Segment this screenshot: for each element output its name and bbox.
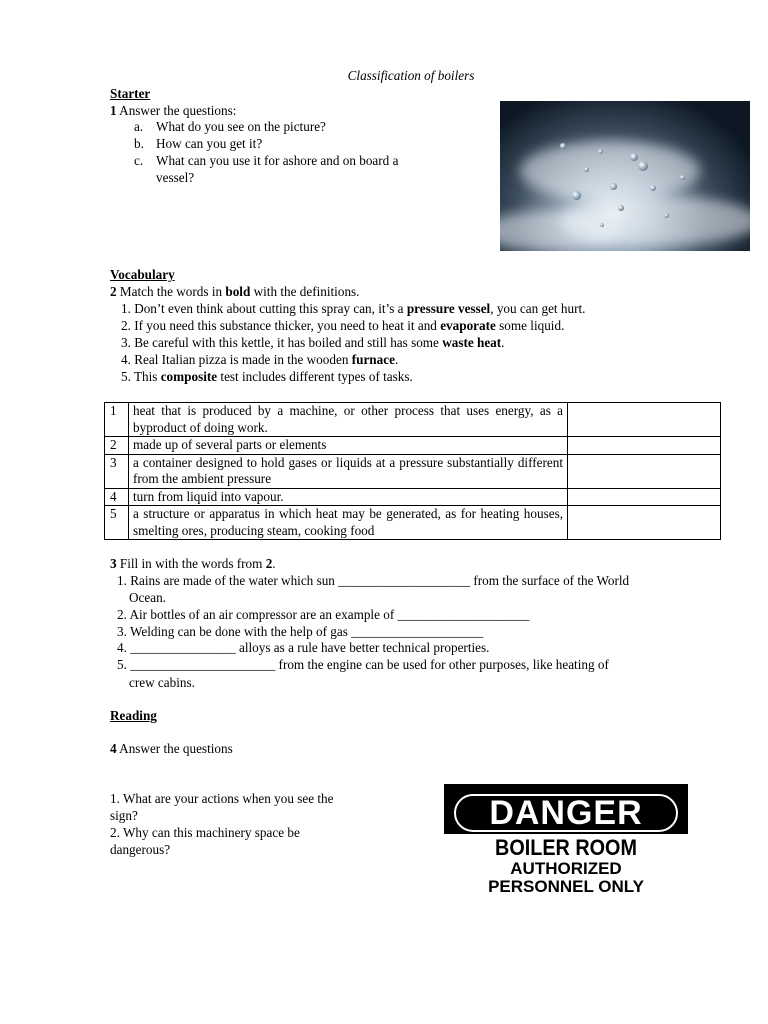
starter-heading: Starter	[110, 86, 151, 101]
fill-item-text[interactable]: ________________ alloys as a rule have better technical properties.	[130, 640, 490, 655]
starter-item-marker: c.	[134, 153, 144, 168]
definition-number: 3	[105, 454, 129, 488]
definition-number: 5	[105, 506, 129, 540]
answer-cell[interactable]	[568, 488, 721, 506]
danger-label: DANGER	[454, 794, 678, 832]
sentence-text: Be careful with this kettle, it has boiled and still has some	[134, 335, 439, 350]
vocabulary-task-post: with the definitions.	[253, 284, 360, 299]
vocab-sentence	[121, 301, 585, 318]
fill-item	[117, 657, 609, 674]
definition-text: a structure or apparatus in which heat may be generated, as for heating houses, smelting ores, producing steam, cooking food	[129, 506, 568, 540]
sentence-keyword: evaporate	[440, 318, 496, 333]
page-title: Classification of boilers	[347, 68, 475, 83]
reading-question: 1. What are your actions when you see the	[110, 791, 334, 806]
reading-task-number: 4	[110, 741, 117, 756]
fill-item	[117, 573, 629, 590]
reading-question: 2. Why can this machinery space be	[110, 825, 300, 840]
starter-item	[134, 119, 326, 136]
sentence-text: test includes different types of tasks.	[220, 369, 413, 384]
fill-task	[110, 556, 276, 573]
sentence-text: .	[501, 335, 505, 350]
sentence-number: 1.	[121, 301, 131, 316]
fill-item-continuation: Ocean.	[129, 590, 166, 605]
fill-item-text[interactable]: Welding can be done with the help of gas ____________________	[129, 624, 484, 639]
fill-task-pre: Fill in with the words from	[119, 556, 263, 571]
fill-item-number: 1.	[117, 573, 127, 588]
table-row	[105, 437, 721, 455]
fill-item-text[interactable]: Rains are made of the water which sun ____________________ from the surface of the World	[130, 573, 630, 588]
definition-text: a container designed to hold gases or liquids at a pressure substantially different from the ambient pressure	[129, 454, 568, 488]
vocab-sentence	[121, 335, 504, 352]
fill-item	[117, 624, 483, 641]
vocab-sentence	[121, 369, 413, 386]
fill-task-number: 3	[110, 556, 117, 571]
fill-item-number: 2.	[117, 607, 127, 622]
vocabulary-heading: Vocabulary	[110, 267, 175, 282]
danger-banner	[444, 784, 688, 834]
steam-photo	[500, 101, 750, 251]
fill-item-number: 3.	[117, 624, 127, 639]
definition-text: heat that is produced by a machine, or other process that uses energy, as a byproduct of doing work.	[129, 403, 568, 437]
sentence-text: Don’t even think about cutting this spray can, it’s a	[134, 301, 404, 316]
vocab-sentence	[121, 352, 398, 369]
sentence-keyword: pressure vessel	[406, 301, 491, 316]
definition-text: made up of several parts or elements	[129, 437, 568, 455]
vocab-sentence	[121, 318, 564, 335]
table-row	[105, 454, 721, 488]
definition-number: 2	[105, 437, 129, 455]
sentence-number: 4.	[121, 352, 131, 367]
starter-item-text: What do you see on the picture?	[156, 119, 326, 134]
table-row	[105, 403, 721, 437]
reading-task-text: Answer the questions	[119, 741, 233, 756]
sentence-number: 2.	[121, 318, 131, 333]
sign-line-authorized: AUTHORIZED	[510, 859, 622, 878]
starter-item	[134, 136, 263, 153]
sentence-number: 3.	[121, 335, 131, 350]
starter-task-number: 1	[110, 103, 117, 118]
danger-sign	[444, 780, 688, 896]
answer-cell[interactable]	[568, 454, 721, 488]
vocabulary-task-pre: Match the words in	[119, 284, 223, 299]
definition-text: turn from liquid into vapour.	[129, 488, 568, 506]
fill-item-text[interactable]: ______________________ from the engine can be used for other purposes, like heating of	[130, 657, 609, 672]
answer-cell[interactable]	[568, 403, 721, 437]
starter-item-continuation: vessel?	[156, 170, 195, 185]
reading-task	[110, 741, 233, 758]
answer-cell[interactable]	[568, 506, 721, 540]
fill-item-continuation: crew cabins.	[129, 675, 195, 690]
sign-line-personnel: PERSONNEL ONLY	[488, 877, 644, 896]
starter-item-marker: a.	[134, 119, 144, 134]
sentence-keyword: composite	[160, 369, 218, 384]
fill-item-number: 4.	[117, 640, 127, 655]
fill-task-bold: 2	[265, 556, 273, 571]
sentence-number: 5.	[121, 369, 131, 384]
starter-item	[134, 153, 143, 170]
table-row	[105, 488, 721, 506]
sentence-keyword: furnace	[351, 352, 395, 367]
sentence-keyword: waste heat	[442, 335, 502, 350]
definition-number: 1	[105, 403, 129, 437]
sentence-text: This	[133, 369, 158, 384]
sentence-text: , you can get hurt.	[490, 301, 586, 316]
sign-line-boiler-room: BOILER ROOM	[495, 835, 637, 860]
vocabulary-task-bold: bold	[225, 284, 251, 299]
starter-item-text: What can you use it for ashore and on board a	[156, 153, 399, 168]
starter-task	[110, 103, 236, 120]
fill-item-text[interactable]: Air bottles of an air compressor are an example of ____________________	[129, 607, 530, 622]
fill-item	[117, 640, 489, 657]
sentence-text: .	[394, 352, 399, 367]
fill-item	[117, 607, 529, 624]
table-row	[105, 506, 721, 540]
vocabulary-task	[110, 284, 359, 301]
definitions-table	[104, 402, 721, 540]
reading-question-continuation: sign?	[110, 808, 138, 823]
starter-task-text: Answer the questions:	[119, 103, 237, 118]
sentence-text: Real Italian pizza is made in the wooden	[134, 352, 349, 367]
answer-cell[interactable]	[568, 437, 721, 455]
fill-task-post: .	[272, 556, 276, 571]
sentence-text: If you need this substance thicker, you need to heat it and	[134, 318, 437, 333]
starter-item-marker: b.	[134, 136, 144, 151]
reading-heading: Reading	[110, 708, 157, 723]
starter-item-text: How can you get it?	[156, 136, 263, 151]
reading-question-continuation: dangerous?	[110, 842, 171, 857]
fill-item-number: 5.	[117, 657, 127, 672]
vocabulary-task-number: 2	[110, 284, 117, 299]
sentence-text: some liquid.	[499, 318, 565, 333]
definition-number: 4	[105, 488, 129, 506]
